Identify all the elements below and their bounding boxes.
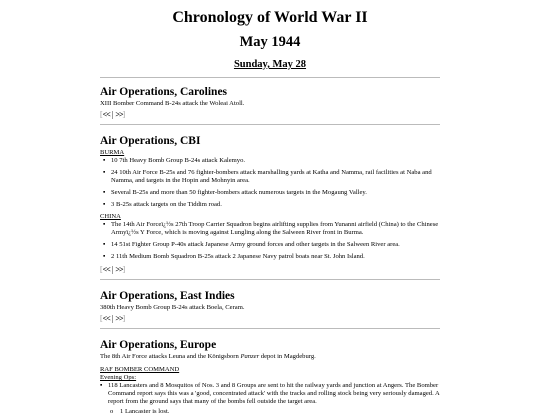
section-divider: [100, 328, 440, 329]
nav-separator: |: [111, 265, 114, 274]
list-item: [100, 253, 440, 261]
section-text-part: depot in Magdeburg.: [259, 353, 316, 360]
bullet-icon: ▪: [100, 382, 103, 389]
section-title: Air Operations, CBI: [100, 135, 201, 147]
nav-separator: |: [111, 110, 114, 119]
section-europe: [100, 339, 440, 416]
list-item-text: The 14th Air Forceï¿½s 27th Troop Carrier Squadron begins airlifting supplies from Yunanni airfield (China) to the Chinese Armyï¿½s Y Force, which is moving against Lungling along the Salween River front in Burma.: [111, 221, 439, 236]
section-text-emphasis: Panzer: [240, 353, 260, 360]
nav-separator: |: [111, 314, 114, 323]
section-cbi: [100, 135, 440, 280]
raf-list: [100, 382, 440, 406]
section-title: Air Operations, Europe: [100, 339, 217, 351]
list-item: [100, 221, 440, 237]
list-item: [100, 201, 440, 209]
nav-links: [100, 110, 440, 119]
section-text: [100, 353, 440, 361]
month-title: May 1944: [239, 34, 301, 50]
nav-bracket-close: ]: [122, 110, 126, 119]
list-item-text: 24 10th Air Force B-25s and 76 fighter-bombers attack marshalling yards at Katha and Namma, rail facilities at Naba and Namma, and targets in the Hopin and Mohnyin area.: [111, 169, 432, 184]
list-item: [100, 241, 440, 249]
section-text: XIII Bomber Command B-24s attack the Woleai Atoll.: [100, 100, 245, 107]
list-item-text: 3 B-25s attack targets on the Tiddim road.: [111, 201, 222, 208]
bullet-icon: ▪: [103, 169, 106, 176]
nav-links: [100, 265, 440, 274]
china-list: [100, 221, 440, 261]
section-title: Air Operations, Carolines: [100, 86, 228, 98]
content: [100, 86, 440, 416]
raf-label: RAF BOMBER COMMAND: [100, 366, 180, 373]
burma-list: [100, 157, 440, 209]
section-divider: [100, 279, 440, 280]
nav-bracket-close: ]: [122, 265, 126, 274]
list-item: [100, 169, 440, 185]
next-link[interactable]: >>: [115, 110, 123, 119]
header-divider: [100, 77, 440, 78]
list-item: [100, 408, 440, 416]
list-item: [100, 189, 440, 197]
circle-bullet-icon: o: [110, 408, 114, 415]
next-link[interactable]: >>: [115, 314, 123, 323]
region-label-china: CHINA: [100, 213, 121, 220]
bullet-icon: ▪: [103, 253, 106, 260]
list-item-text: 14 51st Fighter Group P-40s attack Japanese Army ground forces and other targets in the Salween River area.: [111, 241, 400, 248]
nav-bracket-open: [: [100, 110, 103, 119]
prev-link[interactable]: <<: [102, 314, 110, 323]
prev-link[interactable]: <<: [102, 265, 110, 274]
next-link[interactable]: >>: [115, 265, 123, 274]
page-title: Chronology of World War II: [172, 9, 368, 26]
day-title: Sunday, May 28: [233, 59, 307, 70]
nav-links: [100, 314, 440, 323]
section-title: Air Operations, East Indies: [100, 290, 235, 302]
nav-bracket-close: ]: [122, 314, 126, 323]
nav-bracket-open: [: [100, 314, 103, 323]
bullet-icon: ▪: [103, 221, 106, 228]
bullet-icon: ▪: [103, 201, 106, 208]
list-item: [100, 382, 440, 406]
region-label-burma: BURMA: [100, 149, 125, 156]
section-text-part: The 8th Air Force attacks Leuna and the Königsborn: [100, 353, 241, 360]
list-item-text: 10 7th Heavy Bomb Group B-24s attack Kalemyo.: [111, 157, 246, 164]
section-east-indies: [100, 290, 440, 329]
list-item-text: 118 Lancasters and 8 Mosquitos of Nos. 3 and 8 Groups are sent to hit the railway yards and junction at Angers. The Bomber Command report says this was a 'good, concentrated attack' with the tracks and rolling stock being very seriously damaged. A report from the ground says that many of the bombs fell outside the target area.: [108, 382, 440, 405]
list-item-text: 2 11th Medium Bomb Squadron B-25s attack 2 Japanese Navy patrol boats near St. John Island.: [111, 253, 365, 260]
bullet-icon: ▪: [103, 241, 106, 248]
prev-link[interactable]: <<: [102, 110, 110, 119]
bullet-icon: ▪: [103, 157, 106, 164]
raf-sub-list: [100, 408, 440, 416]
list-item-text: Several B-25s and more than 50 fighter-bombers attack numerous targets in the Mogaung Valley.: [111, 189, 367, 196]
list-item-text: 1 Lancaster is lost.: [120, 408, 170, 415]
section-divider: [100, 124, 440, 125]
evening-ops-label: Evening Ops:: [100, 374, 137, 381]
list-item: [100, 157, 440, 165]
section-text: 380th Heavy Bomb Group B-24s attack Boela, Ceram.: [100, 304, 245, 311]
nav-bracket-open: [: [100, 265, 103, 274]
section-carolines: [100, 86, 440, 125]
bullet-icon: ▪: [103, 189, 106, 196]
